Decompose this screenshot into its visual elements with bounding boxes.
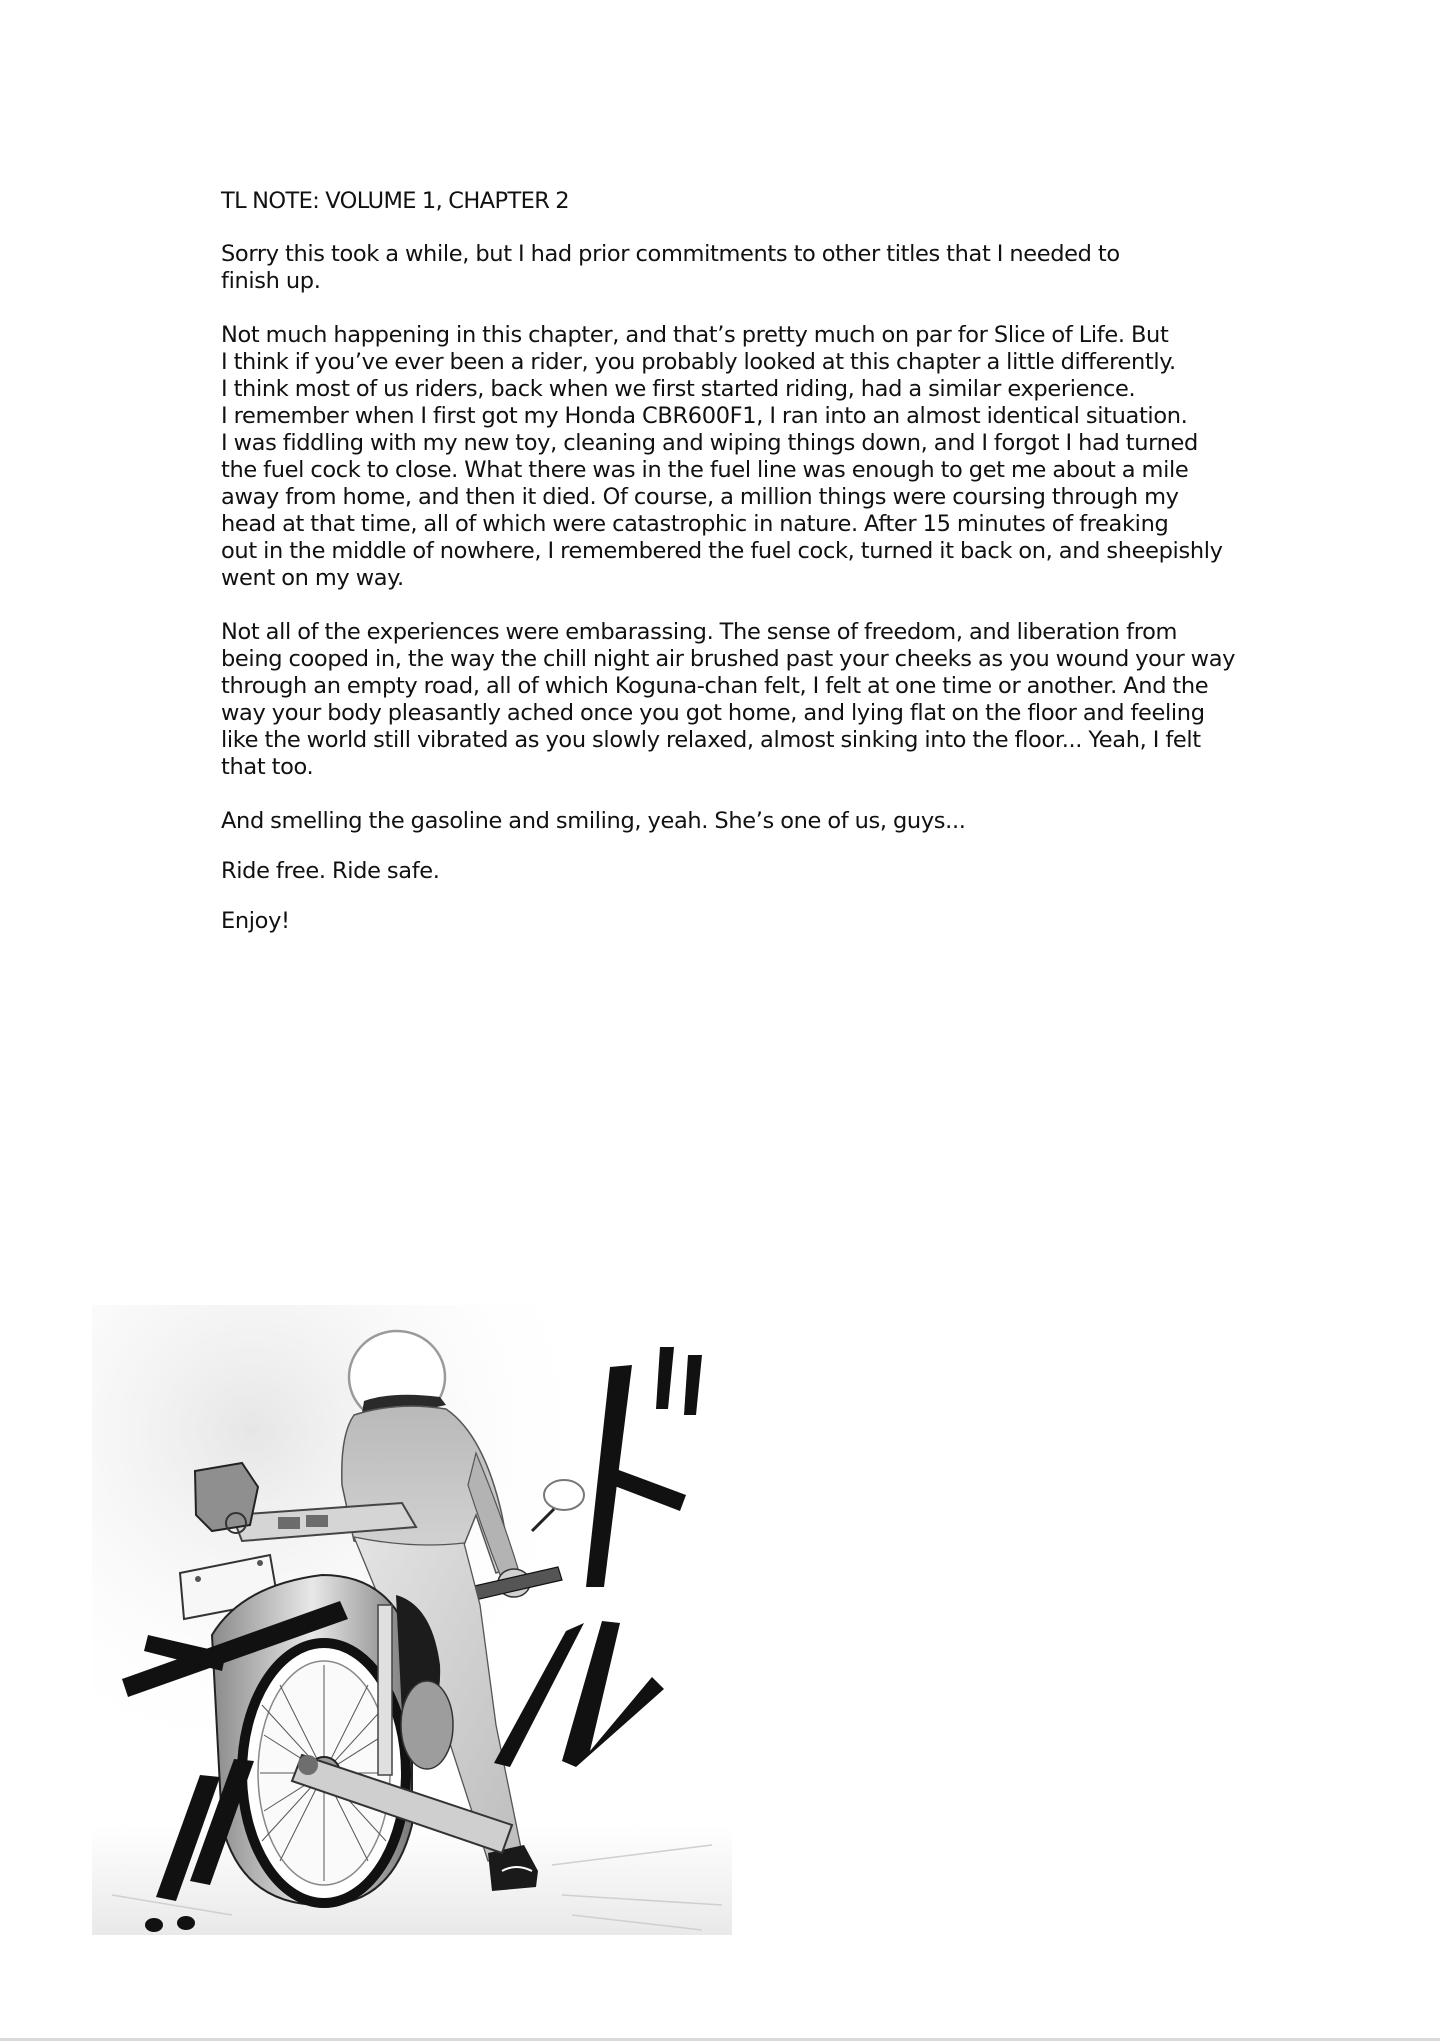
text-line: through an empty road, all of which Koguna-chan felt, I felt at one time or another. And the <box>221 673 1209 699</box>
rider-motorcycle-drawing <box>92 1305 732 1935</box>
text-line: out in the middle of nowhere, I remembered the fuel cock, turned it back on, and sheepishly <box>221 538 1223 564</box>
text-line: Enjoy! <box>221 908 290 934</box>
text-line: head at that time, all of which were catastrophic in nature. After 15 minutes of freaking <box>221 511 1169 537</box>
text-line: Ride free. Ride safe. <box>221 858 440 884</box>
note-paragraph-2 <box>221 322 1241 592</box>
note-paragraph-3 <box>221 619 1241 781</box>
text-line: went on my way. <box>221 565 404 591</box>
text-line: way your body pleasantly ached once you got home, and lying flat on the floor and feeling <box>221 700 1205 726</box>
text-line: I think most of us riders, back when we first started riding, had a similar experience. <box>221 376 1136 402</box>
text-line: the fuel cock to close. What there was in the fuel line was enough to get me about a mile <box>221 457 1189 483</box>
note-paragraph-4 <box>221 808 1241 835</box>
note-paragraph-5 <box>221 858 1241 885</box>
text-line: And smelling the gasoline and smiling, yeah. She’s one of us, guys... <box>221 808 966 834</box>
text-line: Not much happening in this chapter, and that’s pretty much on par for Slice of Life. But <box>221 322 1169 348</box>
note-title: TL NOTE: VOLUME 1, CHAPTER 2 <box>221 188 570 214</box>
text-line: I remember when I first got my Honda CBR600F1, I ran into an almost identical situation. <box>221 403 1188 429</box>
text-line: Not all of the experiences were embarassing. The sense of freedom, and liberation from <box>221 619 1178 645</box>
text-line: I think if you’ve ever been a rider, you probably looked at this chapter a little differently. <box>221 349 1176 375</box>
text-line: I was fiddling with my new toy, cleaning and wiping things down, and I forgot I had turned <box>221 430 1198 456</box>
text-line: Sorry this took a while, but I had prior commitments to other titles that I needed to <box>221 241 1120 267</box>
note-paragraph-1 <box>221 241 1241 295</box>
translator-note <box>221 188 1241 958</box>
manga-illustration <box>92 1305 732 1935</box>
text-line: like the world still vibrated as you slowly relaxed, almost sinking into the floor... Yeah, I felt <box>221 727 1201 753</box>
text-line: that too. <box>221 754 314 780</box>
text-line: finish up. <box>221 268 321 294</box>
text-line: away from home, and then it died. Of course, a million things were coursing through my <box>221 484 1179 510</box>
text-line: being cooped in, the way the chill night air brushed past your cheeks as you wound your way <box>221 646 1236 672</box>
note-paragraph-6 <box>221 908 1241 935</box>
